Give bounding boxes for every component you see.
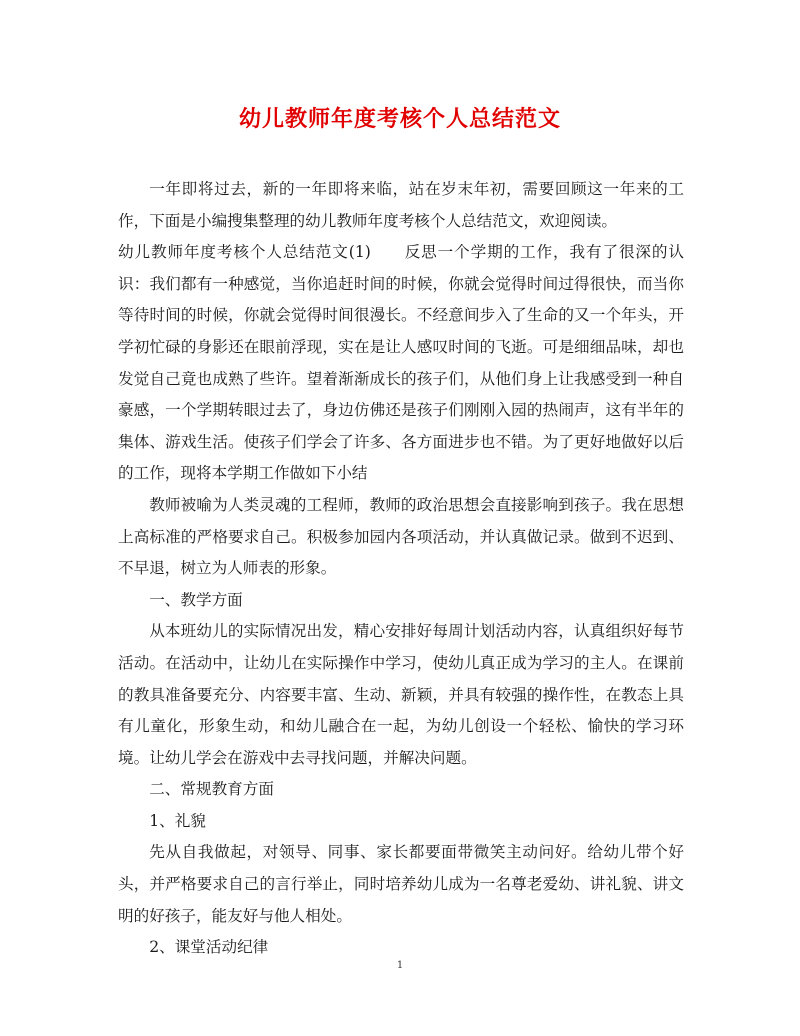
intro-paragraph: 一年即将过去，新的一年即将来临，站在岁末年初，需要回顾这一年来的工作，下面是小编搜集整理的幼儿教师年度考核个人总结范文，欢迎阅读。 <box>118 180 684 230</box>
section-heading-routine: 二、常规教育方面 <box>149 780 274 799</box>
section-heading-teaching: 一、教学方面 <box>149 590 243 609</box>
subheading-manners: 1、礼貌 <box>149 811 206 830</box>
subheading-classroom-discipline: 2、课堂活动纪律 <box>149 938 269 957</box>
page-number: 1 <box>396 960 404 971</box>
document-title: 幼儿教师年度考核个人总结范文 <box>238 106 561 132</box>
manners-paragraph: 先从自我做起，对领导、同事、家长都要面带微笑主动问好。给幼儿带个好头，并严格要求自己的言行举止，同时培养幼儿成为一名尊老爱幼、讲礼貌、讲文明的好孩子，能友好与他人相处。 <box>118 843 684 925</box>
teaching-paragraph: 从本班幼儿的实际情况出发，精心安排好每周计划活动内容，认真组织好每节活动。在活动中，让幼儿在实际操作中学习，使幼儿真正成为学习的主人。在课前的教具准备要充分、内容要丰富、生动、新颖，并具有较强的操作性，在教态上具有儿童化，形象生动，和幼儿融合在一起，为幼儿创设一个轻松、愉快的学习环境。让幼儿学会在游戏中去寻找问题，并解决问题。 <box>118 622 684 767</box>
political-thought-paragraph: 教师被喻为人类灵魂的工程师，教师的政治思想会直接影响到孩子。我在思想上高标准的严格要求自己。积极参加园内各项活动，并认真做记录。做到不迟到、不早退，树立为人师表的形象。 <box>118 495 684 578</box>
document-body <box>118 174 684 964</box>
reflection-paragraph: 幼儿教师年度考核个人总结范文(1) 反思一个学期的工作，我有了很深的认识：我们都有一种感觉，当你追赶时间的时候，你就会觉得时间过得很快，而当你等待时间的时候，你就会觉得时间很漫长。不经意间步入了生命的又一个年头，开学初忙碌的身影还在眼前浮现，实在是让人感叹时间的飞逝。可是细细品味，却也发觉自己竟也成熟了些许。望着渐渐成长的孩子们，从他们身上让我感受到一种自豪感，一个学期转眼过去了，身边仿佛还是孩子们刚刚入园的热闹声，这有半年的集体、游戏生活。使孩子们学会了许多、各方面进步也不错。为了更好地做好以后的工作，现将本学期工作做如下小结 <box>118 243 684 483</box>
